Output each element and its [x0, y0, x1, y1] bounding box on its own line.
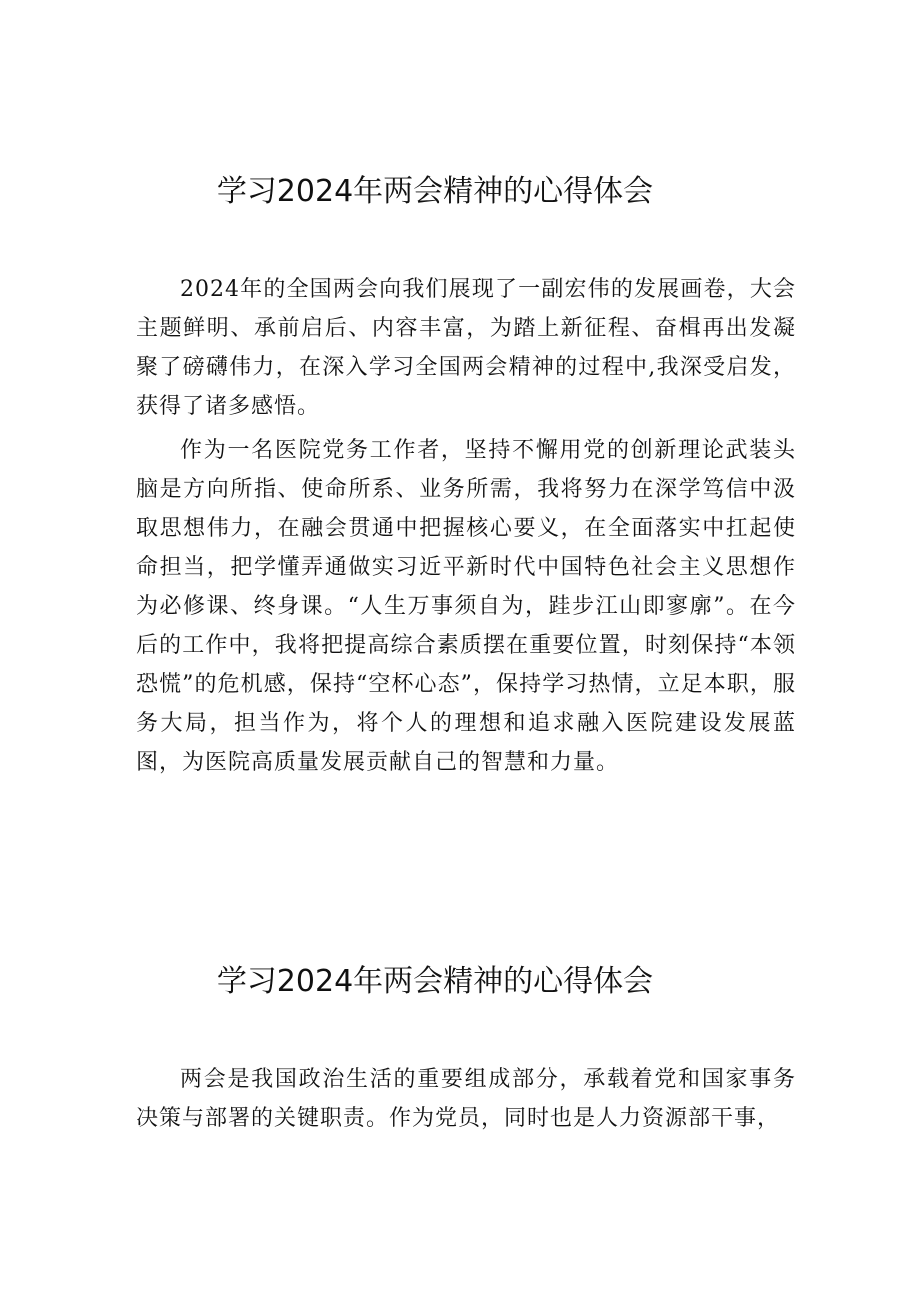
essay-body [136, 1060, 796, 1143]
essay-paragraph: 两会是我国政治生活的重要组成部分，承载着党和国家事务决策与部署的关键职责。作为党员，同时也是人力资源部干事， [136, 1067, 796, 1131]
essay-paragraph: 2024年的全国两会向我们展现了一副宏伟的发展画卷，大会主题鲜明、承前启后、内容丰富，为踏上新征程、奋楫再出发凝聚了磅礴伟力，在深入学习全国两会精神的过程中,我深受启发，获得了诸多感悟。 [136, 277, 796, 419]
essay-paragraph: 作为一名医院党务工作者，坚持不懈用党的创新理论武装头脑是方向所指、使命所系、业务所需，我将努力在深学笃信中汲取思想伟力，在融会贯通中把握核心要义，在全面落实中扛起使命担当，把学懂弄通做实习近平新时代中国特色社会主义思想作为必修课、终身课。“人生万事须自为，跬步江山即寥廓”。在今后的工作中，我将把提高综合素质摆在重要位置，时刻保持“本领恐慌”的危机感，保持“空杯心态”，保持学习热情，立足本职，服务大局，担当作为，将个人的理想和追求融入医院建设发展蓝图，为医院高质量发展贡献自己的智慧和力量。 [136, 438, 796, 775]
essay-body [136, 270, 796, 787]
essay-title: 学习2024年两会精神的心得体会 [216, 964, 654, 999]
essay-title: 学习2024年两会精神的心得体会 [216, 174, 654, 209]
